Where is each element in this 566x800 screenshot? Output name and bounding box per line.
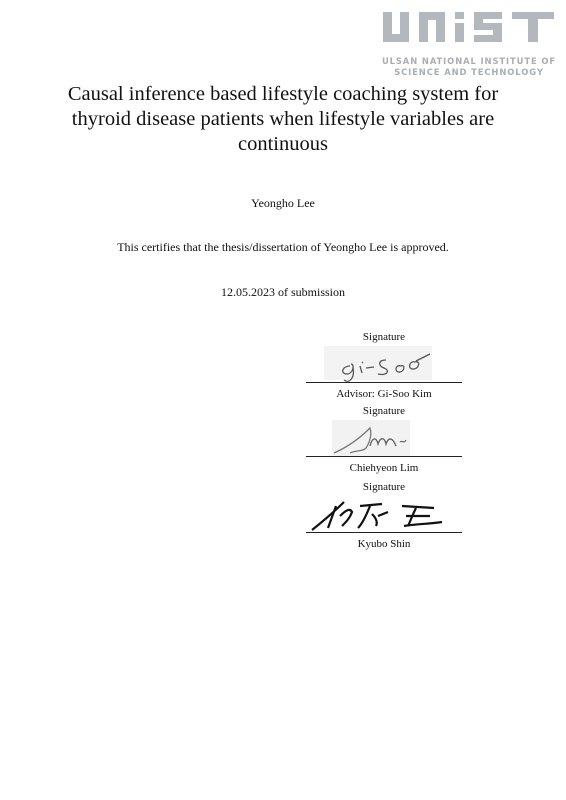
- handwritten-signature-image: [306, 344, 462, 382]
- signatory-name: Chiehyeon Lim: [349, 462, 419, 474]
- signatory-name: Kyubo Shin: [357, 538, 411, 550]
- unist-wordmark-logo: [381, 10, 557, 50]
- signature-line: [306, 456, 462, 457]
- signature-label: Signature: [362, 481, 406, 493]
- signature-label: Signature: [362, 331, 406, 343]
- signature-block-advisor: [306, 330, 462, 401]
- signatory-name: Advisor: Gi-Soo Kim: [336, 388, 432, 400]
- thesis-title: Causal inference based lifestyle coaching system for thyroid disease patients when lifestyle variables are continuous: [67, 83, 499, 155]
- signature-area: [306, 418, 462, 456]
- submission-date: 12.05.2023 of submission: [220, 285, 345, 299]
- handwritten-signature-image: [306, 418, 462, 456]
- signature-block-committee-2: [306, 480, 462, 551]
- handwritten-signature-image: [306, 494, 462, 532]
- signature-block-committee-1: [306, 404, 462, 475]
- logo-subtitle-line1: ULSAN NATIONAL INSTITUTE OF: [381, 56, 557, 66]
- signature-area: [306, 494, 462, 532]
- unist-logo: [381, 10, 557, 80]
- author-name: Yeongho Lee: [251, 196, 315, 210]
- signature-line: [306, 382, 462, 383]
- signature-label: Signature: [362, 405, 406, 417]
- signature-line: [306, 532, 462, 533]
- signature-area: [306, 344, 462, 382]
- logo-subtitle-line2: SCIENCE AND TECHNOLOGY: [394, 67, 544, 77]
- certification-statement: This certifies that the thesis/dissertation of Yeongho Lee is approved.: [117, 240, 449, 254]
